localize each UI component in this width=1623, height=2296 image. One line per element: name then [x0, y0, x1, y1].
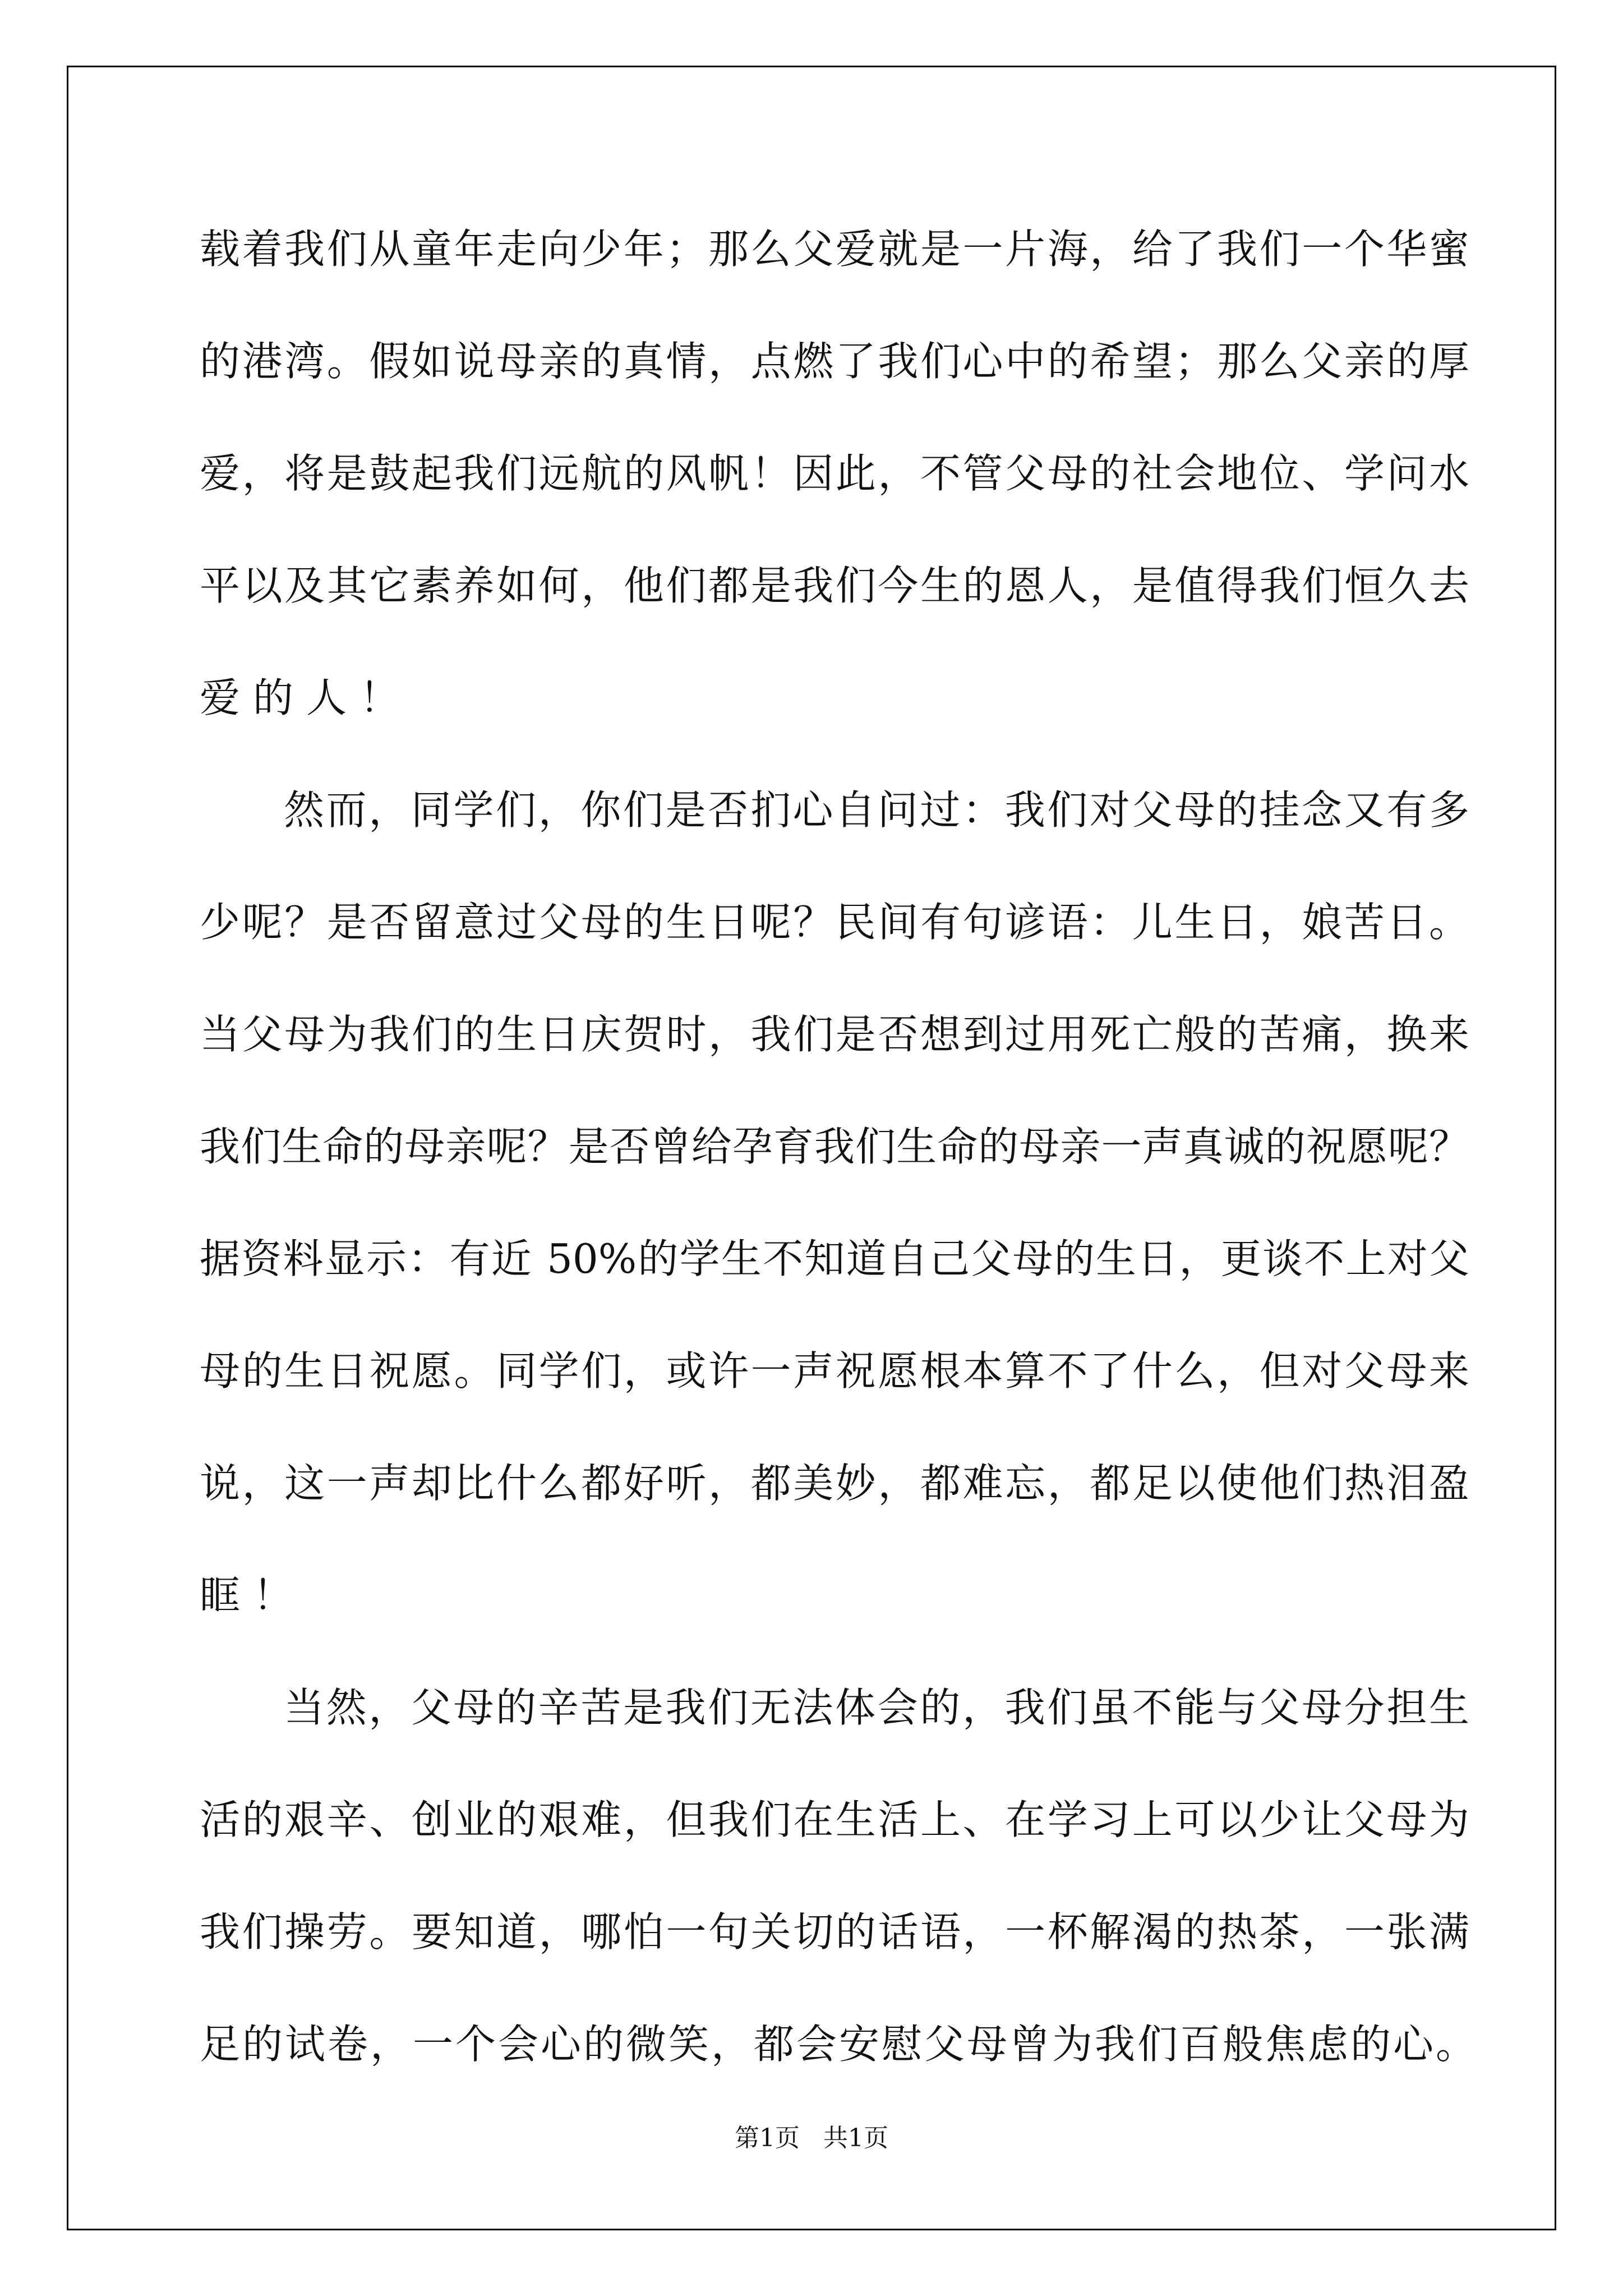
paragraph-line: 当然，父母的辛苦是我们无法体会的，我们虽不能与父母分担生 [284, 1684, 1469, 1731]
paragraph-line: 足的试卷，一个会心的微笑，都会安慰父母曾为我们百般焦虑的心。 [200, 2021, 1479, 2068]
paragraph-line: 说，这一声却比什么都好听，都美妙，都难忘，都足以使他们热泪盈 [200, 1460, 1469, 1507]
paragraph-line: 的港湾。假如说母亲的真情，点燃了我们心中的希望；那么父亲的厚 [200, 338, 1469, 385]
paragraph-line: 我们生命的母亲呢？是否曾给孕育我们生命的母亲一声真诚的祝愿呢？ [200, 1123, 1469, 1170]
paragraph-line: 眶！ [200, 1572, 307, 1619]
paragraph-line: 平以及其它素养如何，他们都是我们今生的恩人，是值得我们恒久去 [200, 562, 1469, 609]
paragraph-line: 载着我们从童年走向少年；那么父爱就是一片海，给了我们一个华蜜 [200, 226, 1469, 273]
page-footer: 第1页 共1页 [735, 2124, 888, 2152]
paragraph-line: 爱，将是鼓起我们远航的风帆！因此，不管父母的社会地位、学问水 [200, 450, 1469, 497]
paragraph-line: 活的艰辛、创业的艰难，但我们在生活上、在学习上可以少让父母为 [200, 1796, 1469, 1843]
paragraph-line: 当父母为我们的生日庆贺时，我们是否想到过用死亡般的苦痛，换来 [200, 1011, 1469, 1058]
paragraph-line: 我们操劳。要知道，哪怕一句关切的话语，一杯解渴的热茶，一张满 [200, 1908, 1469, 1955]
paragraph-line: 然而，同学们，你们是否扪心自问过：我们对父母的挂念又有多 [284, 786, 1469, 834]
paragraph-line: 爱的人！ [200, 674, 413, 721]
paragraph-line: 据资料显示：有近 50%的学生不知道自己父母的生日，更谈不上对父 [200, 1235, 1469, 1282]
paragraph-line: 母的生日祝愿。同学们，或许一声祝愿根本算不了什么，但对父母来 [200, 1347, 1469, 1395]
paragraph-line: 少呢？是否留意过父母的生日呢？民间有句谚语：儿生日，娘苦日。 [200, 899, 1469, 946]
